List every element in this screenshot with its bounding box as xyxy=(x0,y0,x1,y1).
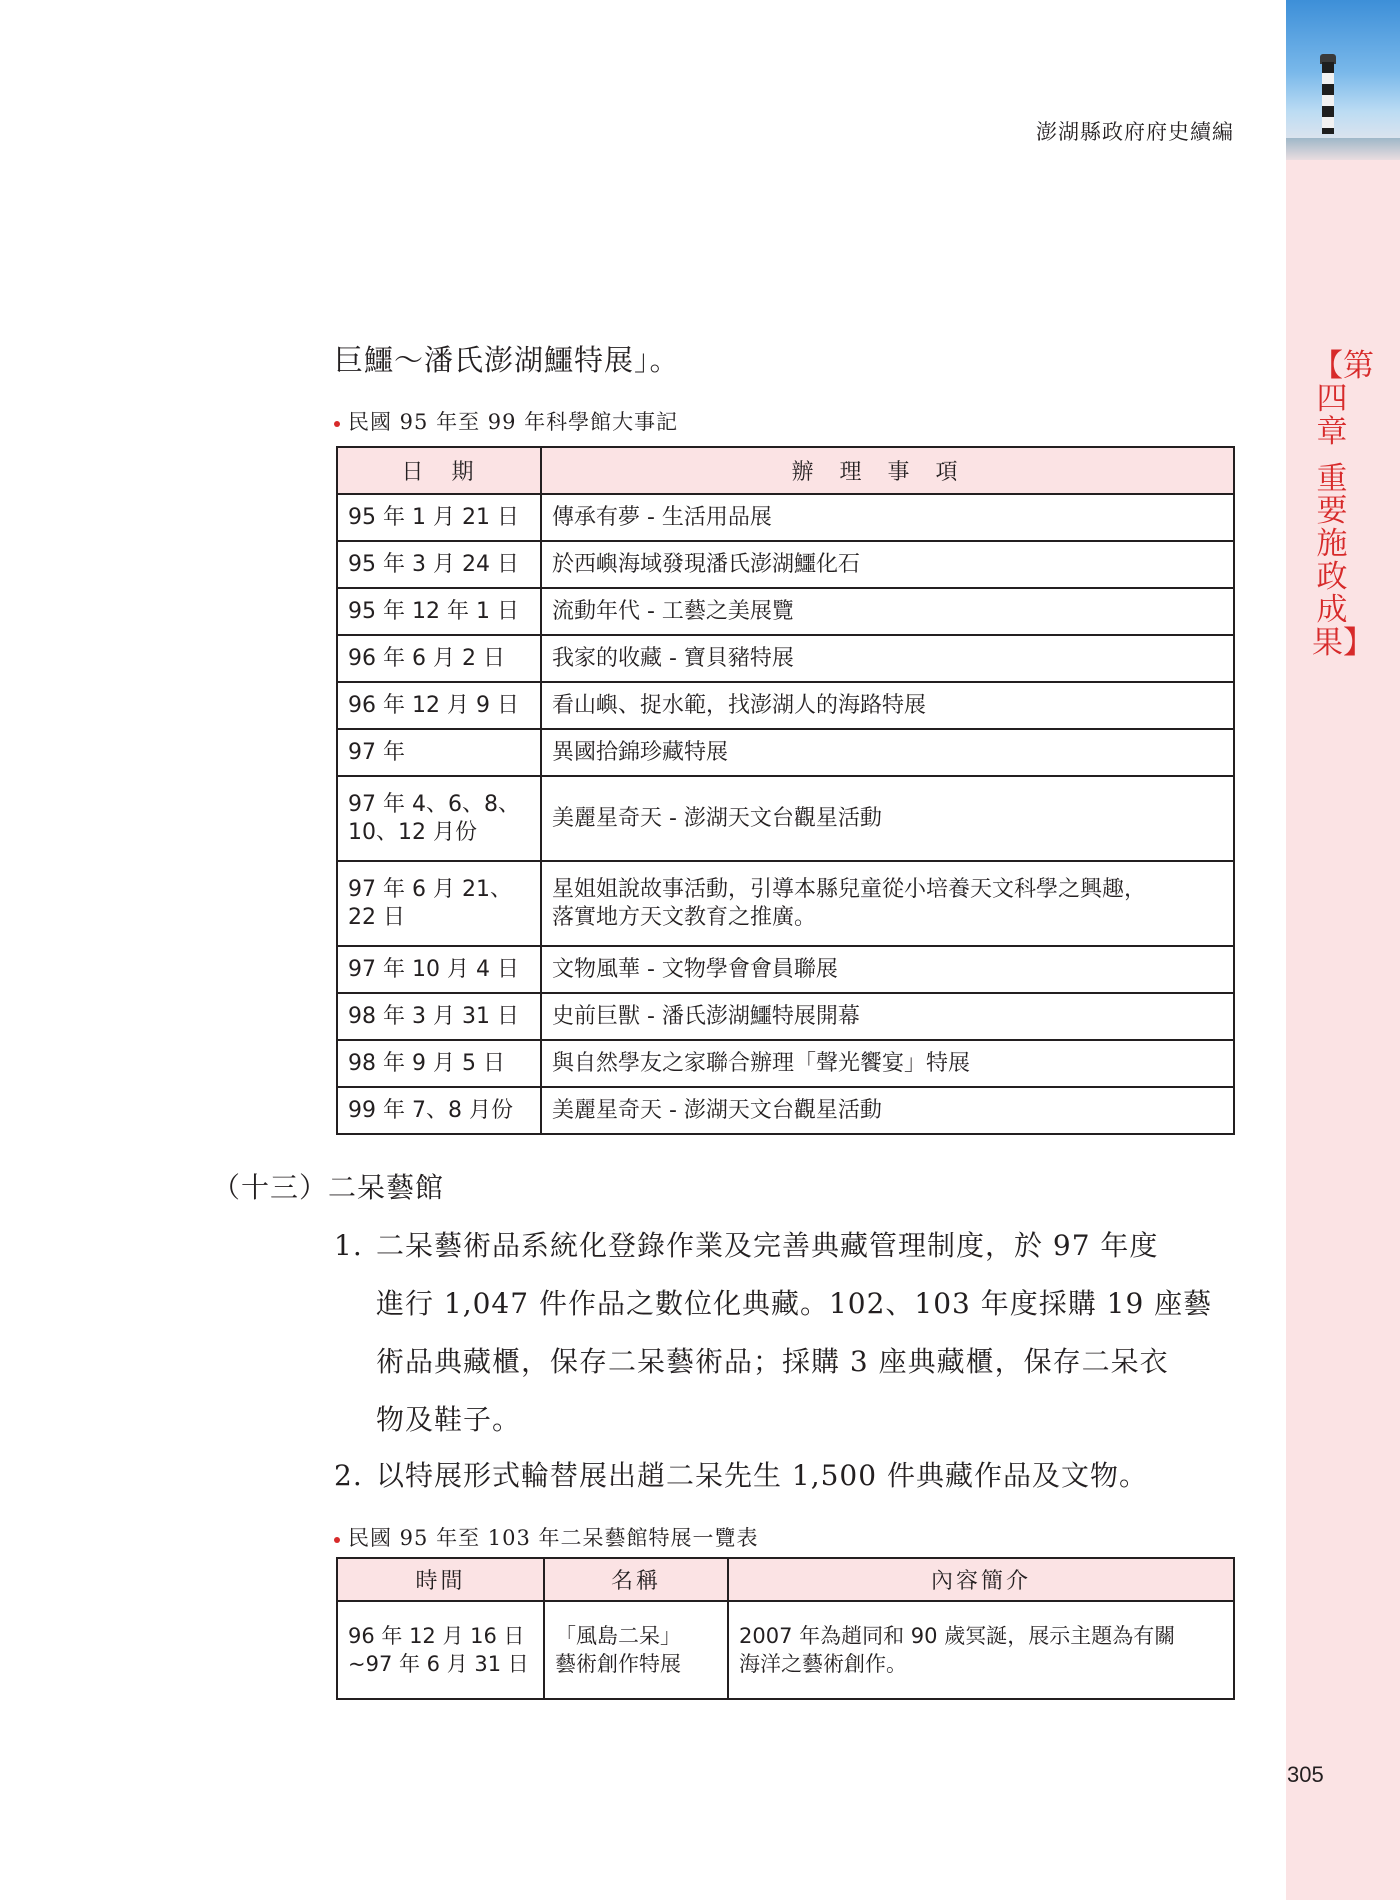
table2-caption-text: 民國 95 年至 103 年二呆藝館特展一覽表 xyxy=(348,1526,759,1550)
lighthouse-tower xyxy=(1322,62,1334,134)
date-cell: 99 年 7、8 月份 xyxy=(337,1087,541,1134)
date-cell: 97 年 6 月 21、 22 日 xyxy=(337,861,541,946)
event-cell: 流動年代 - 工藝之美展覽 xyxy=(541,588,1234,635)
date-cell: 97 年 4、6、8、 10、12 月份 xyxy=(337,776,541,861)
date-cell: 97 年 xyxy=(337,729,541,776)
erdai-exhibitions-table xyxy=(336,1557,1235,1700)
bullet-icon xyxy=(334,1537,340,1543)
item-line: 物及鞋子。 xyxy=(376,1403,522,1436)
chapter-char: 要 xyxy=(1316,493,1348,530)
chapter-char: 章 xyxy=(1316,413,1348,450)
side-band xyxy=(1286,0,1400,1900)
intro-line: 巨鱷～潘氏澎湖鱷特展」。 xyxy=(334,343,680,377)
table-row xyxy=(337,635,1234,682)
event-cell: 文物風華 - 文物學會會員聯展 xyxy=(541,946,1234,993)
sea-strip xyxy=(1286,138,1400,160)
date-cell: 96 年 12 月 9 日 xyxy=(337,682,541,729)
science-museum-events-table xyxy=(336,446,1235,1135)
table-row xyxy=(337,861,1234,946)
date-cell: 95 年 3 月 24 日 xyxy=(337,541,541,588)
event-cell: 史前巨獸 - 潘氏澎湖鱷特展開幕 xyxy=(541,993,1234,1040)
table-row xyxy=(337,1601,1234,1699)
chapter-char: 施 xyxy=(1316,526,1348,563)
running-header: 澎湖縣政府府史續編 xyxy=(1036,120,1234,144)
event-cell: 與自然學友之家聯合辦理「聲光饗宴」特展 xyxy=(541,1040,1234,1087)
item-number: 1. xyxy=(334,1229,363,1262)
item-first-line: 二呆藝術品系統化登錄作業及完善典藏管理制度，於 97 年度 xyxy=(376,1229,1159,1262)
chapter-char: 果】 xyxy=(1312,624,1374,661)
table1-caption-text: 民國 95 年至 99 年科學館大事記 xyxy=(348,410,679,434)
event-cell: 傳承有夢 - 生活用品展 xyxy=(541,494,1234,541)
chapter-char: 政 xyxy=(1316,559,1348,596)
section-item-1 xyxy=(334,1217,1244,1449)
table-row xyxy=(337,1087,1234,1134)
table-row xyxy=(337,1040,1234,1087)
table-row xyxy=(337,541,1234,588)
table-row xyxy=(337,494,1234,541)
time-cell: 96 年 12 月 16 日 ~97 年 6 月 31 日 xyxy=(337,1601,544,1699)
chapter-char: 【第 xyxy=(1312,348,1374,384)
date-cell: 96 年 6 月 2 日 xyxy=(337,635,541,682)
event-cell: 看山嶼、捉水範，找澎湖人的海路特展 xyxy=(541,682,1234,729)
col-header-time: 時間 xyxy=(337,1558,544,1601)
item-number: 2. xyxy=(334,1459,363,1492)
event-cell: 星姐姐說故事活動，引導本縣兒童從小培養天文科學之興趣， 落實地方天文教育之推廣。 xyxy=(541,861,1234,946)
table-row xyxy=(337,993,1234,1040)
date-cell: 95 年 12 年 1 日 xyxy=(337,588,541,635)
page-number: 305 xyxy=(1287,1762,1324,1787)
chapter-char: 成 xyxy=(1316,592,1348,629)
lighthouse-photo xyxy=(1286,0,1400,160)
date-cell: 98 年 9 月 5 日 xyxy=(337,1040,541,1087)
table-row xyxy=(337,682,1234,729)
section-item-2 xyxy=(334,1447,1244,1505)
event-cell: 美麗星奇天 - 澎湖天文台觀星活動 xyxy=(541,776,1234,861)
col-header-date: 日 期 xyxy=(337,447,541,494)
table2-caption xyxy=(334,1522,759,1552)
item-line: 術品典藏櫃，保存二呆藝術品；採購 3 座典藏櫃，保存二呆衣 xyxy=(376,1345,1169,1378)
chapter-tab xyxy=(1312,348,1374,661)
event-cell: 我家的收藏 - 寶貝豬特展 xyxy=(541,635,1234,682)
event-cell: 異國拾錦珍藏特展 xyxy=(541,729,1234,776)
table-row xyxy=(337,588,1234,635)
chapter-char: 四 xyxy=(1316,380,1348,417)
table-row xyxy=(337,729,1234,776)
date-cell: 97 年 10 月 4 日 xyxy=(337,946,541,993)
col-header-event: 辦理事項 xyxy=(541,447,1234,494)
chapter-char: 重 xyxy=(1316,460,1348,497)
item-line: 進行 1,047 件作品之數位化典藏。102、103 年度採購 19 座藝 xyxy=(376,1287,1213,1320)
bullet-icon xyxy=(334,421,340,427)
date-cell: 95 年 1 月 21 日 xyxy=(337,494,541,541)
table-row xyxy=(337,776,1234,861)
summary-cell: 2007 年為趙同和 90 歲冥誕，展示主題為有關 海洋之藝術創作。 xyxy=(728,1601,1234,1699)
col-header-name: 名稱 xyxy=(544,1558,728,1601)
name-cell: 「風島二呆」 藝術創作特展 xyxy=(544,1601,728,1699)
event-cell: 於西嶼海域發現潘氏澎湖鱷化石 xyxy=(541,541,1234,588)
date-cell: 98 年 3 月 31 日 xyxy=(337,993,541,1040)
table1-caption xyxy=(334,406,678,436)
table-row xyxy=(337,946,1234,993)
item-first-line: 以特展形式輪替展出趙二呆先生 1,500 件典藏作品及文物。 xyxy=(376,1459,1148,1492)
section-title: （十三）二呆藝館 xyxy=(212,1171,445,1204)
event-cell: 美麗星奇天 - 澎湖天文台觀星活動 xyxy=(541,1087,1234,1134)
col-header-summary: 內容簡介 xyxy=(728,1558,1234,1601)
